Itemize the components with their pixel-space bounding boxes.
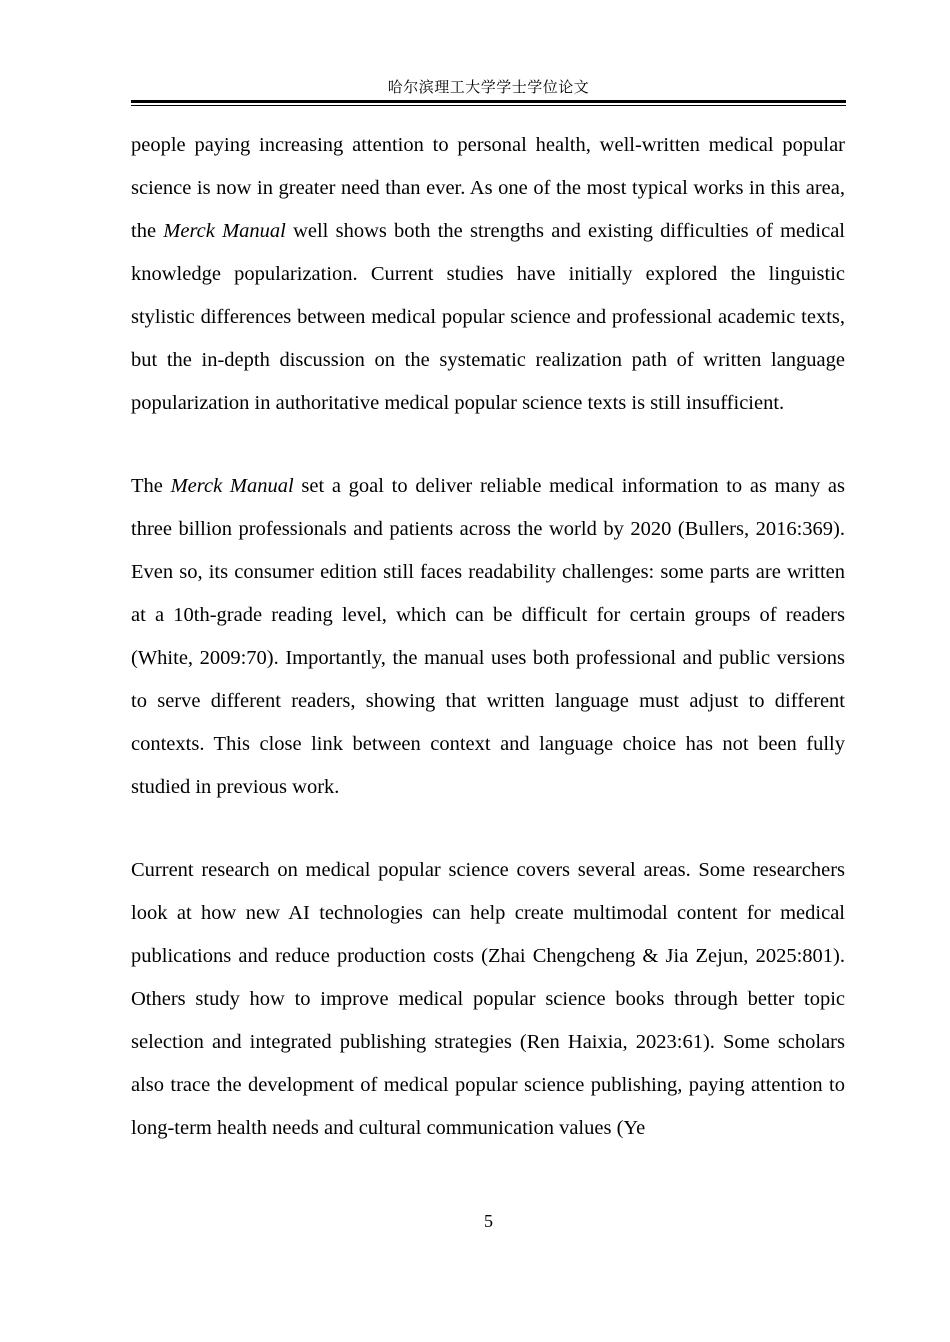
header-rule-thin xyxy=(131,105,846,106)
page-number: 5 xyxy=(484,1211,493,1231)
paragraph-text: The xyxy=(131,475,171,497)
paragraph-text: well shows both the strengths and existing difficulties of medical knowledge popularization. Current studies have initially explored the linguistic stylistic differences between medical popular science and professional academic texts, but the in-depth discussion on the systematic realization path of written language popularization in authoritative medical popular science texts is still insufficient. xyxy=(131,220,845,414)
book-title: Merck Manual xyxy=(163,220,286,242)
paragraph-text: people paying increasing attention to personal health, well-written medical popular science is now in greater need than ever. As one of the most typical works in this area, the xyxy=(131,134,845,242)
paragraph xyxy=(131,465,845,809)
body-text xyxy=(131,124,845,1150)
paragraph xyxy=(131,124,845,425)
book-title: Merck Manual xyxy=(170,475,294,497)
page-header: 哈尔滨理工大学学士学位论文 xyxy=(387,78,590,96)
paragraph xyxy=(131,849,845,1150)
paragraph-text: set a goal to deliver reliable medical information to as many as three billion professionals and patients across the world by 2020 (Bullers, 2016:369). Even so, its consumer edition still faces readability challenges: some parts are written at a 10th-grade reading level, which can be difficult for certain groups of readers (White, 2009:70). Importantly, the manual uses both professional and public versions to serve different readers, showing that written language must adjust to different contexts. This close link between context and language choice has not been fully studied in previous work. xyxy=(131,475,845,798)
paragraph-text: Current research on medical popular science covers several areas. Some researchers look at how new AI technologies can help create multimodal content for medical publications and reduce production costs (Zhai Chengcheng & Jia Zejun, 2025:801). Others study how to improve medical popular science books through better topic selection and integrated publishing strategies (Ren Haixia, 2023:61). Some scholars also trace the development of medical popular science publishing, paying attention to long-term health needs and cultural communication values (Ye xyxy=(131,859,845,1139)
header-rule-thick xyxy=(131,100,846,103)
